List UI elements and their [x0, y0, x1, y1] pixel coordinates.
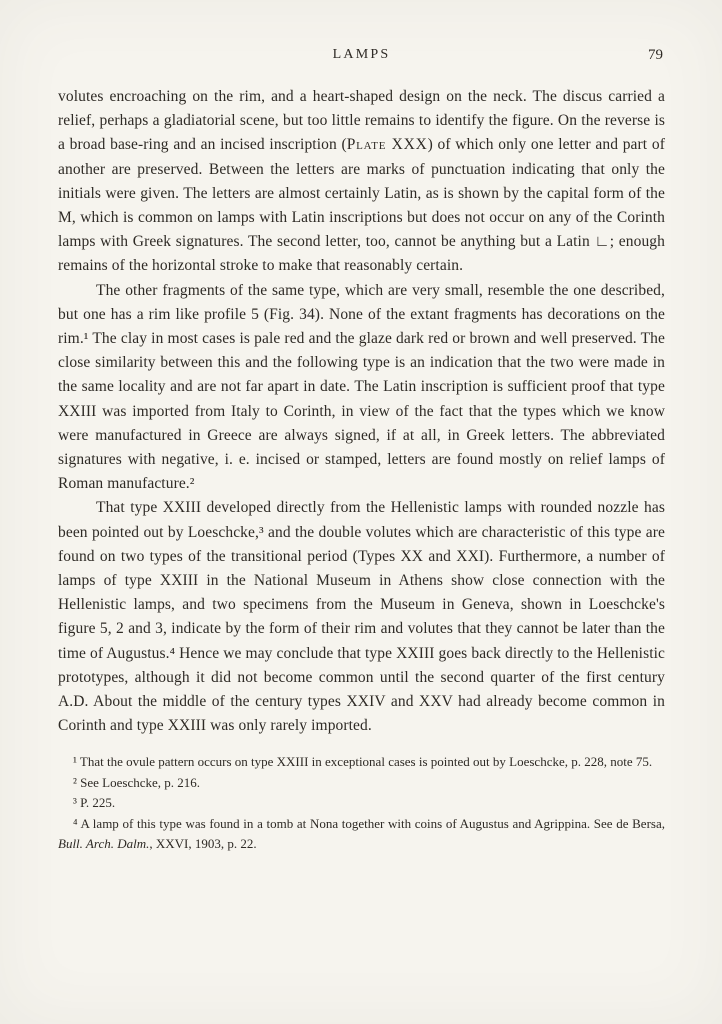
plate-reference: Plate XXX — [346, 136, 428, 154]
paragraph-1 — [58, 85, 665, 279]
footnote-4 — [58, 814, 665, 855]
footnote-4-text: ⁴ A lamp of this type was found in a tomb at Nona together with coins of Augustus and Agrippina. See de Bersa, — [73, 815, 665, 831]
running-title: LAMPS — [332, 47, 391, 62]
paragraph-2: The other fragments of the same type, which are very small, resemble the one described, but one has a rim like profile 5 (Fig. 34). None of the extant fragments has decorations on the rim.¹ The clay in most cases is pale red and the glaze dark red or brown and well preserved. The close similarity between this and the following type is an indication that the two were made in the same locality and are not far apart in date. The Latin inscription is sufficient proof that type XXIII was imported from Italy to Corinth, in view of the fact that the types which we know were manufactured in Greece are always signed, if at all, in Greek letters. The abbreviated signatures with negative, i. e. incised or stamped, letters are found mostly on relief lamps of Roman manufacture.² — [58, 281, 665, 493]
paragraph-1-text: volutes encroaching on the rim, and a heart-shaped design on the neck. The discus carried a relief, perhaps a gladiatorial scene, but too little remains to identify the figure. On the reverse is a broad base-ring and an incised inscription ( — [58, 88, 665, 154]
paragraph-3: That type XXIII developed directly from the Hellenistic lamps with rounded nozzle has been pointed out by Loeschcke,³ and the double volutes which are characteristic of this type are found on two types of the transitional period (Types XX and XXI). Furthermore, a number of lamps of type XXIII in the National Museum in Athens show close connection with the Hellenistic lamps, and two specimens from the Museum in Geneva, shown in Loeschcke's figure 5, 2 and 3, indicate by the form of their rim and volutes that they cannot be later than the time of Augustus.⁴ Hence we may conclude that type XXIII goes back directly to the Hellenistic prototypes, although it did not become common until the second quarter of the first century A.D. About the middle of the century types XXIV and XXV had already become common in Corinth and type XXIII was only rarely imported. — [58, 499, 665, 735]
footnotes-section — [58, 752, 665, 855]
paragraph-1-text-cont: ) of which only one letter and part of another are preserved. Between the letters are marks of punctuation indicating that only the initials were given. The letters are almost certainly Latin, as is shown by the capital form of the M, which is common on lamps with Latin inscriptions but does not occur on any of the Corinth lamps with Greek signatures. The second letter, too, cannot be anything but a Latin ∟; enough remains of the horizontal stroke to make that reasonably certain. — [58, 136, 665, 275]
page-number: 79 — [648, 47, 663, 63]
footnote-3: ³ P. 225. — [73, 795, 116, 811]
page-body — [58, 85, 665, 738]
footnote-1: ¹ That the ovule pattern occurs on type XXIII in exceptional cases is pointed out by Loeschcke, p. 228, note 75. — [73, 754, 653, 770]
footnote-4-text-cont: , XXVI, 1903, p. 22. — [149, 836, 257, 852]
footnote-2: ² See Loeschcke, p. 216. — [73, 774, 200, 790]
page-header — [58, 47, 665, 67]
footnote-4-journal-citation: Bull. Arch. Dalm. — [58, 836, 150, 852]
